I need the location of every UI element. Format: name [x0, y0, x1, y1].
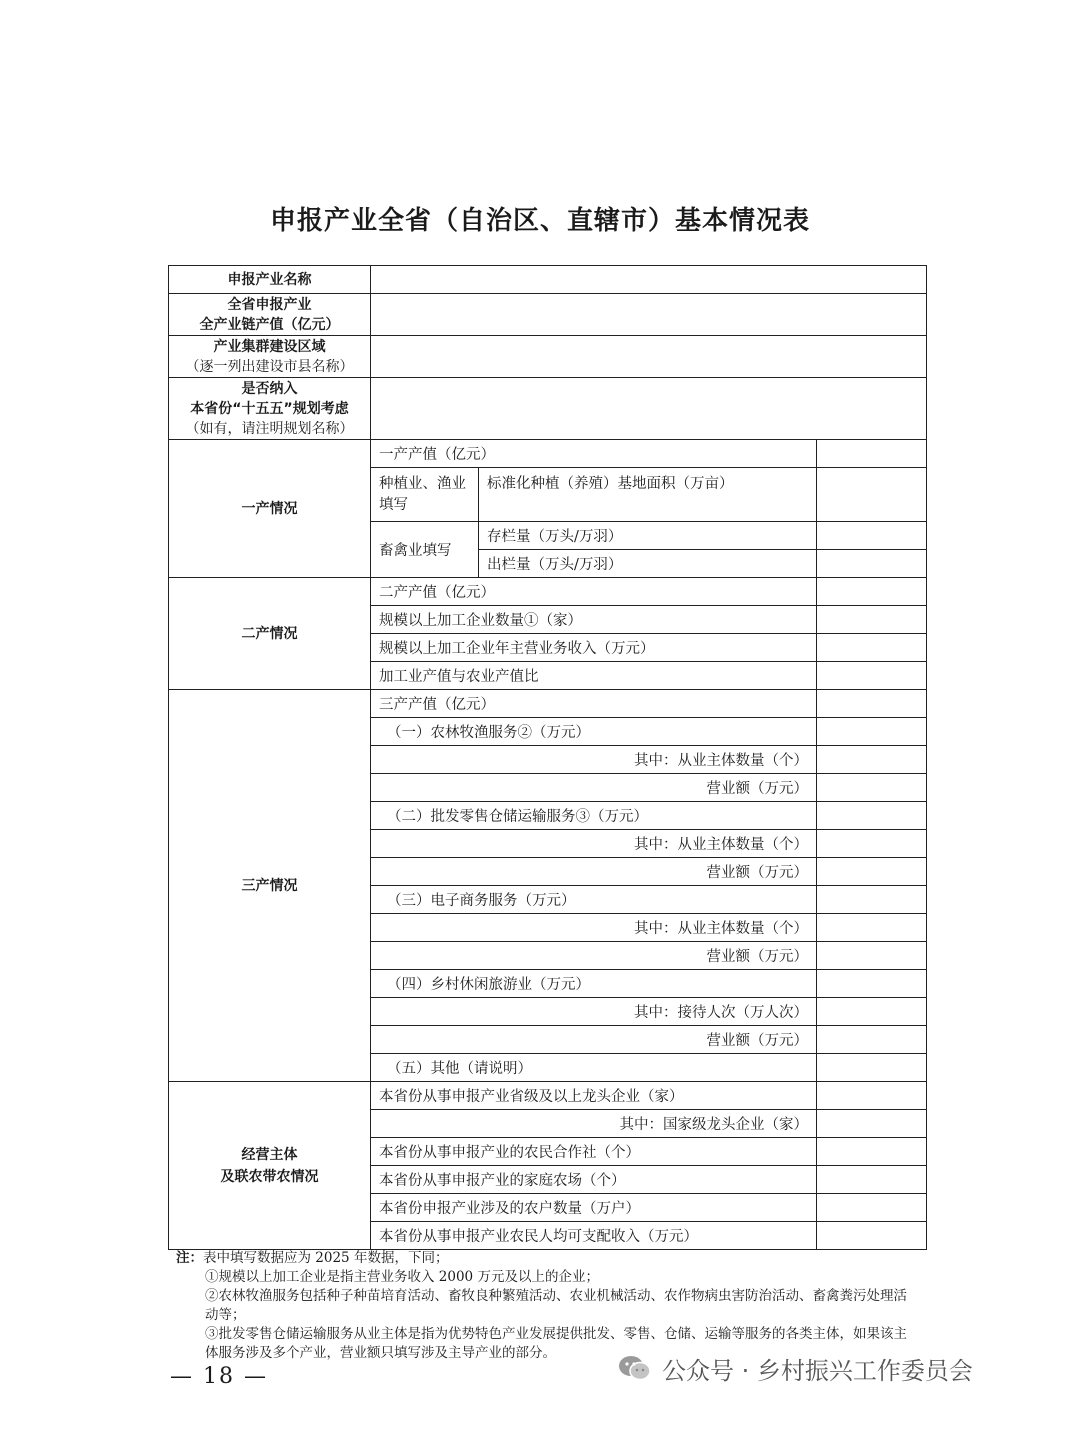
value-cell[interactable] [817, 802, 927, 830]
item-primary-output: 一产产值（亿元） [371, 440, 817, 468]
item-secondary: 二产产值（亿元） [371, 578, 817, 606]
value-cell[interactable] [817, 718, 927, 746]
input-cell[interactable] [371, 294, 927, 336]
value-cell[interactable] [817, 1138, 927, 1166]
watermark-text: 公众号 · 乡村振兴工作委员会 [662, 1356, 973, 1385]
table-row [169, 378, 927, 440]
value-cell[interactable] [817, 522, 927, 550]
item-service-sub: 营业额（万元） [371, 942, 817, 970]
value-cell[interactable] [817, 634, 927, 662]
value-cell[interactable] [817, 550, 927, 578]
value-cell[interactable] [817, 1222, 927, 1250]
input-cell[interactable] [371, 378, 927, 440]
value-cell[interactable] [817, 858, 927, 886]
table-row [169, 294, 927, 336]
item-slaughter: 出栏量（万头/万羽） [479, 550, 817, 578]
value-cell[interactable] [817, 886, 927, 914]
item-operator: 本省份从事申报产业省级及以上龙头企业（家） [371, 1082, 817, 1110]
table-row [169, 690, 927, 718]
table-row [169, 1082, 927, 1110]
table-row [169, 440, 927, 468]
value-cell[interactable] [817, 830, 927, 858]
note-line: 注：表中填写数据应为 2025 年数据，下同； [176, 1250, 449, 1266]
value-cell[interactable] [817, 468, 927, 522]
item-service-sub: 其中：接待人次（万人次） [371, 998, 817, 1026]
item-operator: 其中：国家级龙头企业（家） [371, 1110, 817, 1138]
value-cell[interactable] [817, 970, 927, 998]
group-crop-fishery: 种植业、渔业填写 [371, 468, 479, 522]
value-cell[interactable] [817, 1110, 927, 1138]
item-operator: 本省份从事申报产业农民人均可支配收入（万元） [371, 1222, 817, 1250]
item-service-sub: 营业额（万元） [371, 774, 817, 802]
value-cell[interactable] [817, 606, 927, 634]
page-number: — 18 — [170, 1364, 268, 1389]
value-cell[interactable] [817, 440, 927, 468]
value-cell[interactable] [817, 942, 927, 970]
input-cell[interactable] [371, 266, 927, 294]
item-secondary: 加工业产值与农业产值比 [371, 662, 817, 690]
value-cell[interactable] [817, 690, 927, 718]
item-service-group: （四）乡村休闲旅游业（万元） [371, 970, 817, 998]
item-operator: 本省份从事申报产业的家庭农场（个） [371, 1166, 817, 1194]
item-stock: 存栏量（万头/万羽） [479, 522, 817, 550]
section-secondary-label: 二产情况 [169, 578, 371, 690]
item-service-sub: 营业额（万元） [371, 1026, 817, 1054]
item-service-group: （一）农林牧渔服务②（万元） [371, 718, 817, 746]
value-cell[interactable] [817, 662, 927, 690]
value-cell[interactable] [817, 1026, 927, 1054]
section-primary-label: 一产情况 [169, 440, 371, 578]
item-tertiary-output: 三产产值（亿元） [371, 690, 817, 718]
item-operator: 本省份从事申报产业的农民合作社（个） [371, 1138, 817, 1166]
item-service-sub: 其中：从业主体数量（个） [371, 746, 817, 774]
row-label-plan-inclusion: 是否纳入 本省份“十五五”规划考虑 （如有，请注明规划名称） [169, 378, 371, 440]
item-secondary: 规模以上加工企业数量①（家） [371, 606, 817, 634]
basic-info-table [168, 265, 927, 1250]
item-service-sub: 营业额（万元） [371, 858, 817, 886]
value-cell[interactable] [817, 774, 927, 802]
item-secondary: 规模以上加工企业年主营业务收入（万元） [371, 634, 817, 662]
note-head: 注： [176, 1250, 203, 1266]
section-tertiary-label: 三产情况 [169, 690, 371, 1082]
form-title: 申报产业全省（自治区、直辖市）基本情况表 [269, 206, 810, 236]
item-service-sub: 其中：从业主体数量（个） [371, 830, 817, 858]
value-cell[interactable] [817, 578, 927, 606]
row-label-chain-output: 全省申报产业 全产业链产值（亿元） [169, 294, 371, 336]
table-notes [176, 1249, 916, 1363]
group-livestock: 畜禽业填写 [371, 522, 479, 578]
value-cell[interactable] [817, 746, 927, 774]
item-service-group: （二）批发零售仓储运输服务③（万元） [371, 802, 817, 830]
value-cell[interactable] [817, 1082, 927, 1110]
item-operator: 本省份申报产业涉及的农户数量（万户） [371, 1194, 817, 1222]
watermark [618, 1350, 973, 1386]
note-line: ②农林牧渔服务包括种子种苗培育活动、畜牧良种繁殖活动、农业机械活动、农作物病虫害防治活动、畜禽粪污处理活动等； [205, 1288, 907, 1323]
item-service-other: （五）其他（请说明） [371, 1054, 817, 1082]
row-label-industry-name: 申报产业名称 [169, 266, 371, 294]
value-cell[interactable] [817, 1054, 927, 1082]
row-label-cluster-area: 产业集群建设区域 （逐一列出建设市县名称） [169, 336, 371, 378]
table-row [169, 578, 927, 606]
note-line: ①规模以上加工企业是指主营业务收入 2000 万元及以上的企业； [205, 1269, 599, 1285]
item-service-sub: 其中：从业主体数量（个） [371, 914, 817, 942]
table-row [169, 336, 927, 378]
value-cell[interactable] [817, 914, 927, 942]
note-line: ③批发零售仓储运输服务从业主体是指为优势特色产业发展提供批发、零售、仓储、运输等服务的各类主体，如果该主体服务涉及多个产业，营业额只填写涉及主导产业的部分。 [205, 1326, 907, 1361]
value-cell[interactable] [817, 1166, 927, 1194]
table-row [169, 266, 927, 294]
value-cell[interactable] [817, 998, 927, 1026]
value-cell[interactable] [817, 1194, 927, 1222]
item-service-group: （三）电子商务服务（万元） [371, 886, 817, 914]
section-operators-label: 经营主体 及联农带农情况 [169, 1082, 371, 1250]
wechat-icon [618, 1354, 652, 1382]
input-cell[interactable] [371, 336, 927, 378]
item-base-area: 标准化种植（养殖）基地面积（万亩） [479, 468, 817, 522]
